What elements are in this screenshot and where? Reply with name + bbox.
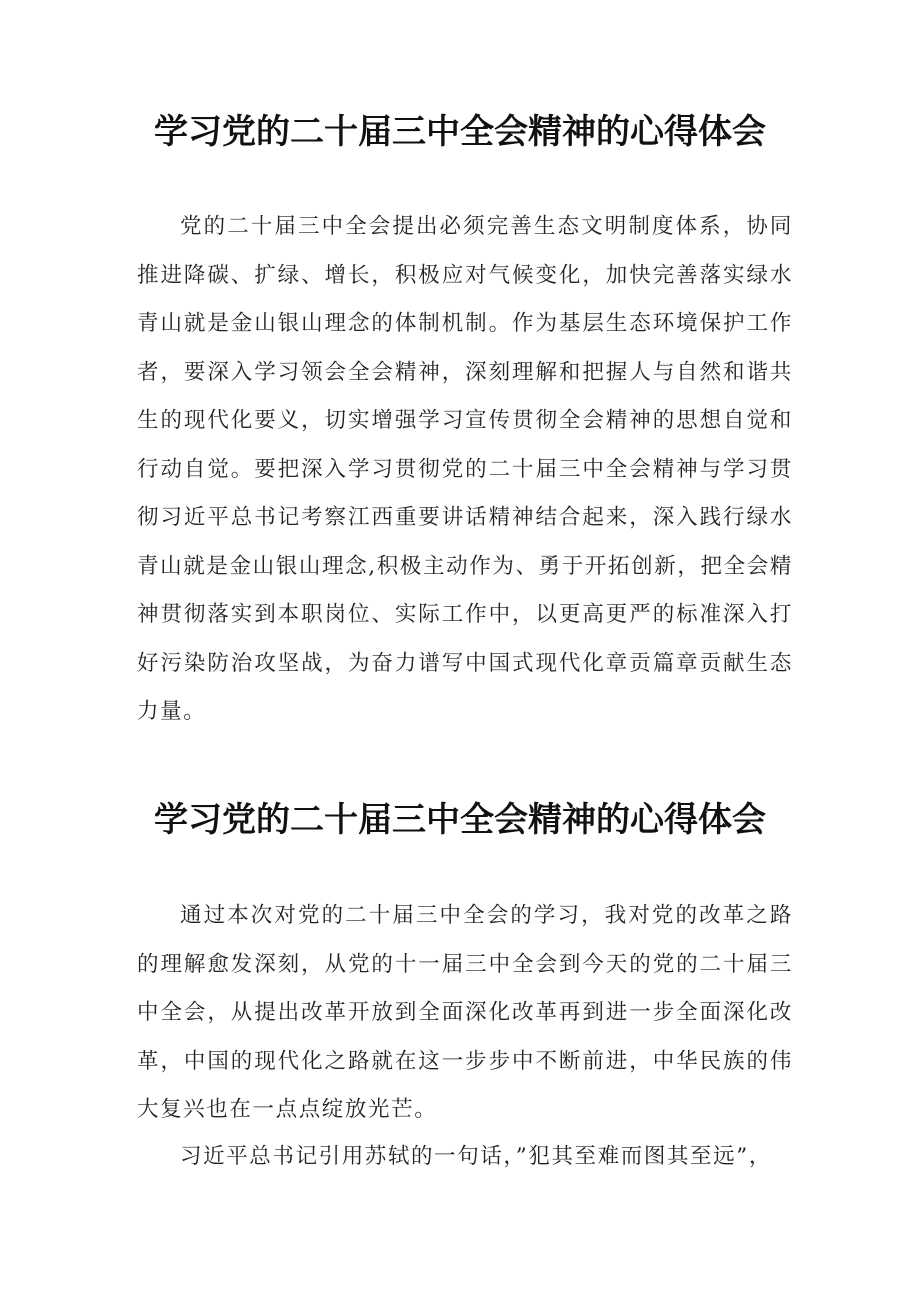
section-title: 学习党的二十届三中全会精神的心得体会 bbox=[154, 112, 766, 152]
section-title: 学习党的二十届三中全会精神的心得体会 bbox=[154, 800, 766, 840]
body-paragraph: 通过本次对党的二十届三中全会的学习，我对党的改革之路的理解愈发深刻，从党的十一届三中全会到今天的党的二十届三中全会，从提出改革开放到全面深化改革再到进一步全面深化改革，中国的现代化之路就在这一步步中不断前进，中华民族的伟大复兴也在一点点绽放光芒。 bbox=[137, 903, 793, 1122]
body-paragraph: 习近平总书记引用苏轼的一句话，”犯其至难而图其至远”， bbox=[180, 1144, 772, 1169]
body-paragraph: 党的二十届三中全会提出必须完善生态文明制度体系，协同推进降碳、扩绿、增长，积极应对气候变化，加快完善落实绿水青山就是金山银山理念的体制机制。作为基层生态环境保护工作者，要深入学习领会全会精神，深刻理解和把握人与自然和谐共生的现代化要义，切实增强学习宣传贯彻全会精神的思想自觉和行动自觉。要把深入学习贯彻党的二十届三中全会精神与学习贯彻习近平总书记考察江西重要讲话精神结合起来，深入践行绿水青山就是金山银山理念,积极主动作为、勇于开拓创新，把全会精神贯彻落实到本职岗位、实际工作中，以更高更严的标准深入打好污染防治攻坚战，为奋力谱写中国式现代化章贡篇章贡献生态力量。 bbox=[137, 214, 793, 724]
